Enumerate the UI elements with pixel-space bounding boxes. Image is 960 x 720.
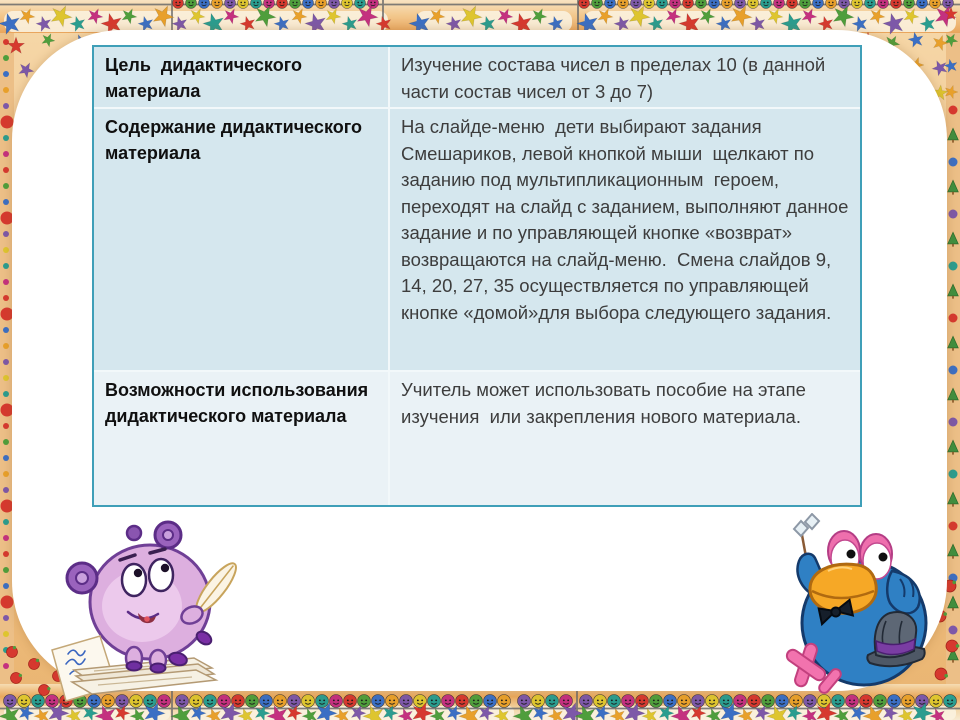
pince-nez-glasses	[794, 514, 819, 557]
table-row-usage-value: Учитель может использовать пособие на этапе изучения или закрепления нового материала.	[390, 372, 860, 505]
table-row-goal-value: Изучение состава чисел в пределах 10 (в данной части состав чисел от 3 до 7)	[390, 47, 860, 109]
crow-right-wing	[887, 571, 920, 613]
didactic-table	[92, 45, 862, 507]
table-row-usage-label: Возможности использования дидактического материала	[94, 372, 390, 505]
table-row-content-value: На слайде-меню дети выбирают задания Смешариков, левой кнопкой мыши щелкают по заданию под мультипликационным героем, переходят на слайд с заданием, выполняют данное задание и по управляющей кнопке «возврат» возвращаются на слайд-меню. Смена слайдов 9, 14, 20, 27, 35 осуществляется по управляющей кнопке «домой»для выбора следующего задания.	[390, 109, 860, 372]
table-row-content-label: Содержание дидактического материала	[94, 109, 390, 372]
kar-karych-crow-character	[772, 513, 957, 718]
barash-ram-character	[46, 518, 246, 703]
table-row-goal-label: Цель дидактического материала	[94, 47, 390, 109]
